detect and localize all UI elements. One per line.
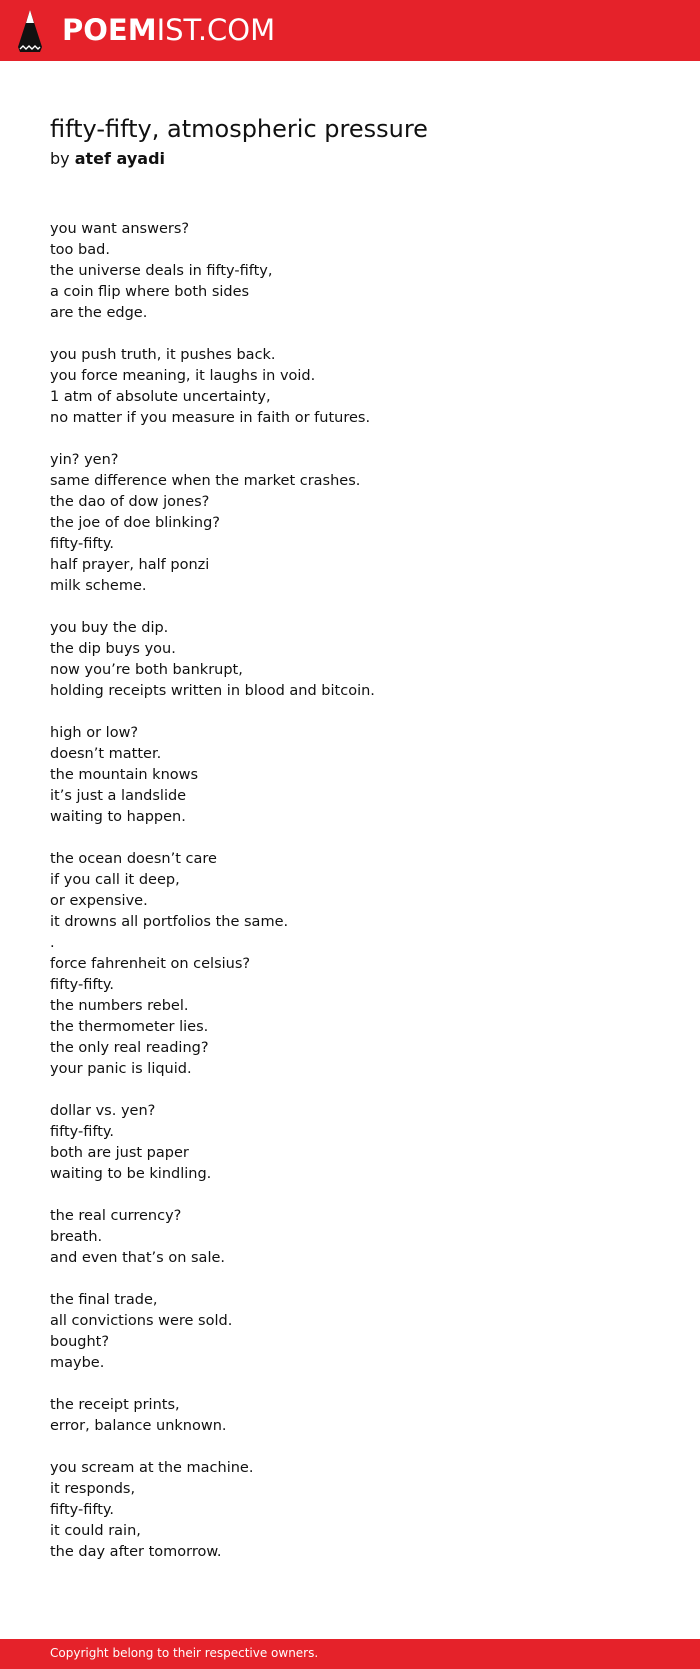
- poem-line: doesn’t matter.: [50, 746, 162, 762]
- poem-stanza: [50, 219, 650, 324]
- poem-line: are the edge.: [50, 305, 148, 321]
- poem-stanza: [50, 345, 650, 429]
- poem-line: error, balance unknown.: [50, 1418, 227, 1434]
- poem-stanza: [50, 1395, 650, 1437]
- pencil-icon[interactable]: [17, 10, 43, 52]
- poem-line: it’s just a landslide: [50, 788, 187, 804]
- poem-line: you force meaning, it laughs in void.: [50, 368, 316, 384]
- site-header: [0, 0, 700, 61]
- poem-line: your panic is liquid.: [50, 1061, 192, 1077]
- poem-line: the mountain knows: [50, 767, 199, 783]
- poem-line: too bad.: [50, 242, 110, 258]
- poem-line: maybe.: [50, 1355, 105, 1371]
- poem-stanza: [50, 723, 650, 828]
- poem-line: holding receipts written in blood and bitcoin.: [50, 683, 375, 699]
- poem-line: both are just paper: [50, 1145, 189, 1161]
- site-logo[interactable]: [62, 12, 275, 48]
- poem-line: no matter if you measure in faith or futures.: [50, 410, 371, 426]
- poem-line: it could rain,: [50, 1523, 141, 1539]
- site-footer: [0, 1639, 700, 1669]
- by-label: by: [50, 149, 70, 168]
- poem-line: fifty-fifty.: [50, 536, 115, 552]
- logo-bold-text: POEM: [62, 13, 157, 47]
- poem-line: the universe deals in fifty-fifty,: [50, 263, 273, 279]
- poem-line: a coin flip where both sides: [50, 284, 250, 300]
- poem-line: you push truth, it pushes back.: [50, 347, 276, 363]
- poem-line: 1 atm of absolute uncertainty,: [50, 389, 271, 405]
- poem-line: you buy the dip.: [50, 620, 169, 636]
- poem-line: you want answers?: [50, 221, 190, 237]
- poem-line: dollar vs. yen?: [50, 1103, 156, 1119]
- poem-line: fifty-fifty.: [50, 1124, 115, 1140]
- poem-line: and even that’s on sale.: [50, 1250, 225, 1266]
- poem-line: waiting to happen.: [50, 809, 186, 825]
- poem-body: [50, 219, 650, 1584]
- poem-stanza: [50, 1101, 650, 1185]
- poem-line: .: [50, 935, 55, 951]
- poem-stanza: [50, 618, 650, 702]
- poem-line: same difference when the market crashes.: [50, 473, 361, 489]
- poem-line: fifty-fifty.: [50, 1502, 115, 1518]
- poem-line: the thermometer lies.: [50, 1019, 209, 1035]
- poem-line: high or low?: [50, 725, 139, 741]
- poem-line: the ocean doesn’t care: [50, 851, 217, 867]
- poem-line: the only real reading?: [50, 1040, 209, 1056]
- poem-line: it responds,: [50, 1481, 136, 1497]
- poem-stanza: [50, 1290, 650, 1374]
- poem-line: if you call it deep,: [50, 872, 180, 888]
- poem-line: the receipt prints,: [50, 1397, 180, 1413]
- poem-stanza: [50, 849, 650, 1080]
- poem-stanza: [50, 1458, 650, 1563]
- poem-line: the joe of doe blinking?: [50, 515, 220, 531]
- poem-line: the day after tomorrow.: [50, 1544, 222, 1560]
- poem-line: fifty-fifty.: [50, 977, 115, 993]
- poem-line: you scream at the machine.: [50, 1460, 254, 1476]
- poem-line: it drowns all portfolios the same.: [50, 914, 289, 930]
- poem-line: the real currency?: [50, 1208, 182, 1224]
- author-name[interactable]: atef ayadi: [74, 149, 166, 168]
- poem-line: half prayer, half ponzi: [50, 557, 210, 573]
- logo-light-text: IST.COM: [156, 13, 276, 47]
- poem-line: force fahrenheit on celsius?: [50, 956, 251, 972]
- byline: [50, 149, 165, 168]
- copyright-text: Copyright belong to their respective owners.: [50, 1646, 319, 1660]
- poem-line: breath.: [50, 1229, 103, 1245]
- poem-line: the final trade,: [50, 1292, 158, 1308]
- poem-line: the dip buys you.: [50, 641, 176, 657]
- poem-line: yin? yen?: [50, 452, 119, 468]
- poem-line: now you’re both bankrupt,: [50, 662, 243, 678]
- poem-title: fifty-fifty, atmospheric pressure: [50, 115, 428, 143]
- poem-stanza: [50, 1206, 650, 1269]
- poem-line: bought?: [50, 1334, 110, 1350]
- poem-line: the numbers rebel.: [50, 998, 189, 1014]
- poem-stanza: [50, 450, 650, 597]
- poem-line: milk scheme.: [50, 578, 147, 594]
- poem-line: the dao of dow jones?: [50, 494, 210, 510]
- poem-line: all convictions were sold.: [50, 1313, 233, 1329]
- poem-line: or expensive.: [50, 893, 148, 909]
- poem-line: waiting to be kindling.: [50, 1166, 212, 1182]
